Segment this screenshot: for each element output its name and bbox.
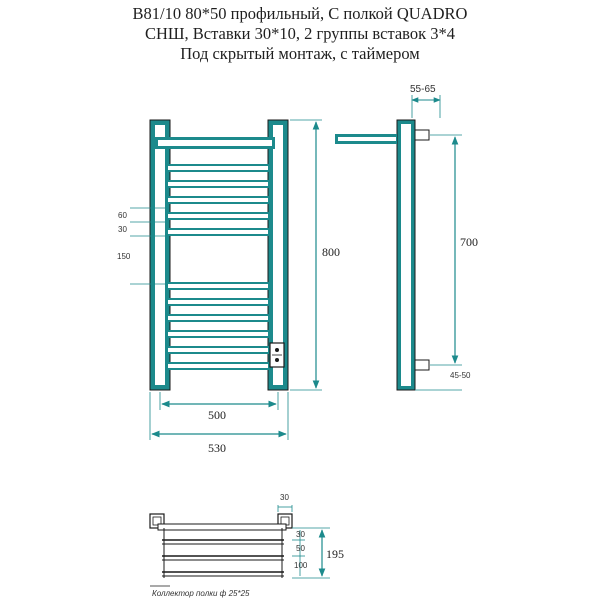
front-view: [117, 120, 340, 455]
dim-55-65: 55-65: [410, 84, 436, 95]
shelf-dim-30-top: 30: [280, 493, 289, 502]
rung-group-2: [166, 282, 270, 370]
shelf-dim-50: 50: [296, 544, 305, 553]
shelf-dim-30: 30: [296, 530, 305, 539]
shelf-dim-195: 195: [326, 547, 344, 561]
dim-500: 500: [208, 408, 226, 422]
mount-height-dimension: [430, 135, 462, 365]
dim-60: 60: [118, 211, 127, 220]
dim-45-50: 45-50: [450, 371, 471, 380]
title-line-2: СНШ, Вставки 30*10, 2 группы вставок 3*4: [144, 24, 455, 43]
shelf-dim-100: 100: [294, 561, 308, 570]
rung-group-1: [166, 164, 270, 236]
height-dimension: [290, 120, 322, 390]
collector-label: Коллектор полки ф 25*25: [152, 589, 250, 598]
title-line-3: Под скрытый монтаж, с таймером: [180, 44, 420, 63]
dim-700: 700: [460, 235, 478, 249]
dim-530: 530: [208, 441, 226, 455]
dim-30: 30: [118, 225, 127, 234]
timer-unit: [270, 343, 284, 367]
title-line-1: В81/10 80*50 профильный, С полкой QUADRO: [132, 4, 468, 23]
dim-150: 150: [117, 252, 131, 261]
side-view: [335, 95, 440, 390]
dim-800: 800: [322, 245, 340, 259]
top-shelf-bar: [155, 137, 275, 149]
